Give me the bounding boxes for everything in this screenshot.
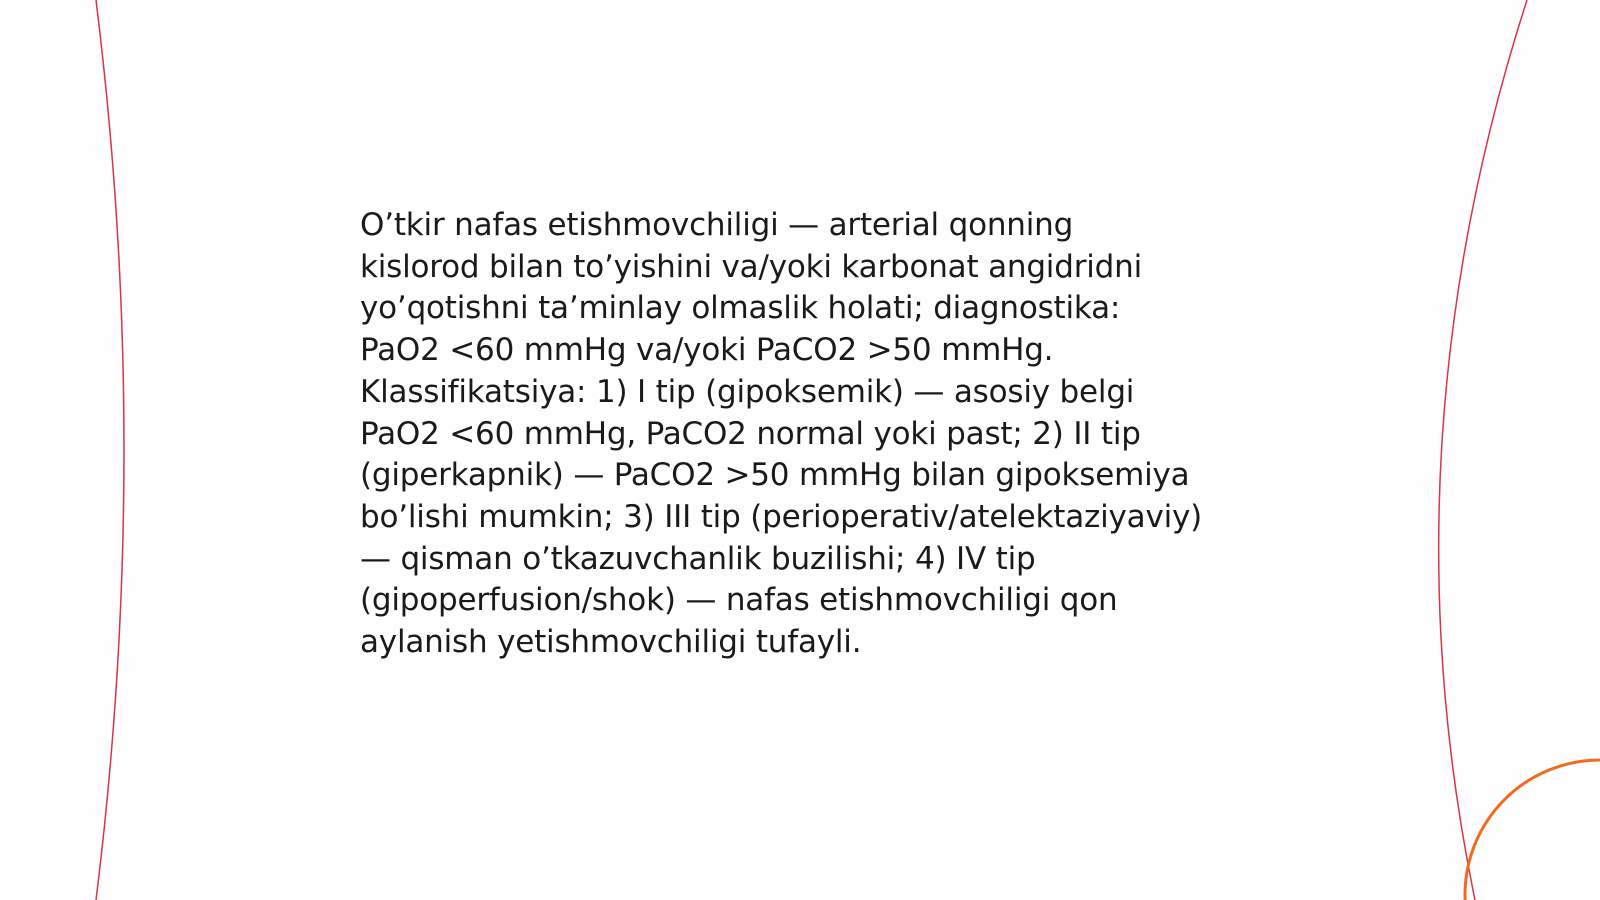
slide-body-text xyxy=(360,205,1240,664)
body-line: (giperkapnik) — PaCO2 >50 mmHg bilan gipoksemiya xyxy=(360,457,1190,494)
right-arc-decoration xyxy=(1439,0,1527,900)
body-line: Klassifikatsiya: 1) I tip (gipoksemik) — asosiy belgi xyxy=(360,373,1135,410)
body-line: (gipoperfusion/shok) — nafas etishmovchiligi qon xyxy=(360,582,1118,619)
body-line: bo’lishi mumkin; 3) III tip (perioperativ/atelektaziyaviy) xyxy=(360,498,1203,535)
body-line: O’tkir nafas etishmovchiligi — arterial qonning xyxy=(360,207,1074,243)
body-line: PaO2 <60 mmHg va/yoki PaCO2 >50 mmHg. xyxy=(360,332,1054,369)
body-line: aylanish yetishmovchiligi tufayli. xyxy=(360,624,862,661)
body-line: yo’qotishni ta’minlay olmaslik holati; diagnostika: xyxy=(360,290,1121,327)
body-line: — qisman o’tkazuvchanlik buzilishi; 4) IV tip xyxy=(360,540,1036,577)
orange-circle-decoration xyxy=(1465,760,1600,900)
body-line: PaO2 <60 mmHg, PaCO2 normal yoki past; 2) II tip xyxy=(360,415,1141,452)
body-line: kislorod bilan to’yishini va/yoki karbonat angidridni xyxy=(360,248,1142,285)
left-arc-decoration xyxy=(96,0,124,900)
